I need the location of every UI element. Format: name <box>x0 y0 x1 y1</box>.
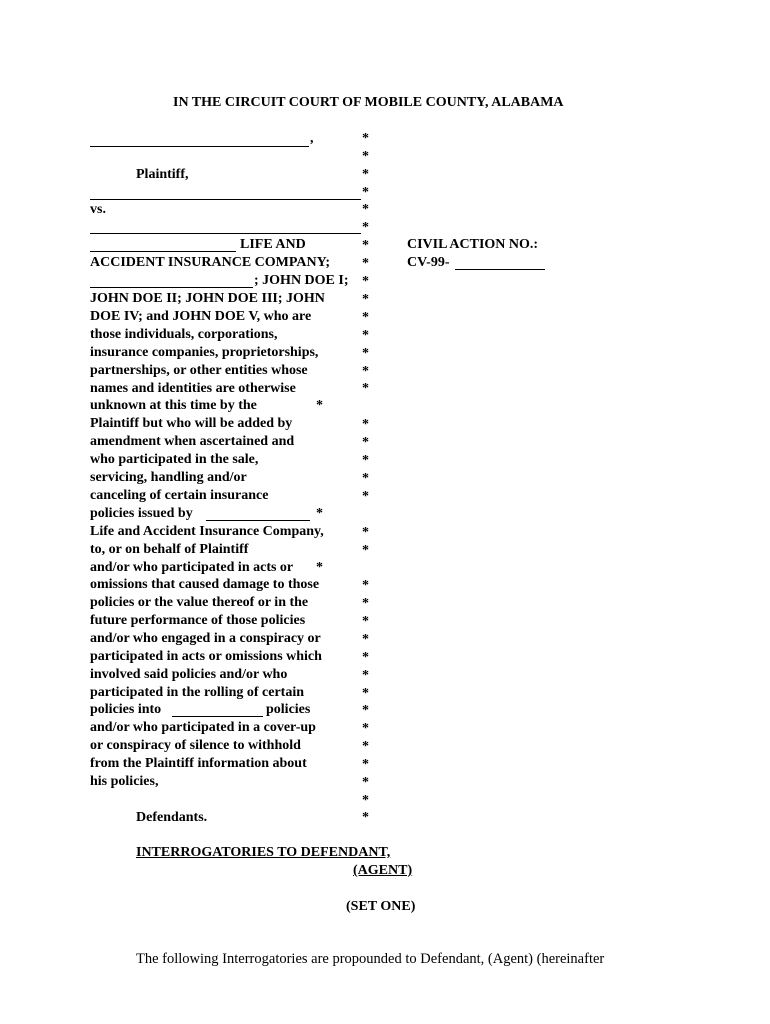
caption-line: amendment when ascertained and <box>90 434 295 449</box>
caption-star: * <box>362 632 369 647</box>
caption-line: partnerships, or other entities whose <box>90 363 308 378</box>
company-name-blank <box>90 251 236 252</box>
caption-star: * <box>362 185 369 200</box>
policy-type-blank <box>172 716 263 717</box>
caption-star: * <box>362 238 369 253</box>
caption-star: * <box>362 202 369 217</box>
caption-star: * <box>362 149 369 164</box>
caption-star: * <box>362 793 369 808</box>
caption-star: * <box>362 346 369 361</box>
caption-star: * <box>362 292 369 307</box>
caption-line: who participated in the sale, <box>90 452 259 467</box>
caption-star: * <box>362 471 369 486</box>
caption-line: policies into <box>90 702 162 717</box>
body-paragraph: The following Interrogatories are propounded to Defendant, (Agent) (hereinafter <box>136 951 605 967</box>
issuer-name-blank <box>206 520 310 521</box>
caption-star: * <box>362 810 369 825</box>
vs-label: vs. <box>90 202 106 217</box>
caption-line: canceling of certain insurance <box>90 488 269 503</box>
case-number-prefix: CV-99- <box>407 255 450 270</box>
caption-line: unknown at this time by the <box>90 398 257 413</box>
caption-star: * <box>362 614 369 629</box>
caption-star: * <box>362 274 369 289</box>
plaintiff-label: Plaintiff, <box>136 167 189 182</box>
caption-star: * <box>362 328 369 343</box>
civil-action-label: CIVIL ACTION NO.: <box>407 237 539 252</box>
caption-star: * <box>362 364 369 379</box>
caption-line: policies issued by <box>90 506 193 521</box>
caption-star: * <box>362 131 369 146</box>
caption-line: and/or who engaged in a conspiracy or <box>90 631 321 646</box>
caption-line: insurance companies, proprietorships, <box>90 345 319 360</box>
caption-line: and/or who participated in a cover-up <box>90 720 316 735</box>
caption-star: * <box>316 506 323 521</box>
caption-star: * <box>362 721 369 736</box>
caption-line: policies <box>266 702 311 717</box>
caption-star: * <box>362 686 369 701</box>
caption-line: DOE IV; and JOHN DOE V, who are <box>90 309 312 324</box>
plaintiff-comma: , <box>310 131 314 146</box>
caption-line: ACCIDENT INSURANCE COMPANY; <box>90 255 331 270</box>
caption-star: * <box>362 310 369 325</box>
caption-star: * <box>362 167 369 182</box>
caption-star: * <box>316 398 323 413</box>
caption-star: * <box>362 775 369 790</box>
caption-star: * <box>362 543 369 558</box>
document-title-agent: (AGENT) <box>353 863 413 878</box>
caption-line: or conspiracy of silence to withhold <box>90 738 301 753</box>
caption-line: omissions that caused damage to those <box>90 577 320 592</box>
court-heading: IN THE CIRCUIT COURT OF MOBILE COUNTY, ALABAMA <box>173 95 564 110</box>
caption-line: future performance of those policies <box>90 613 306 628</box>
caption-line: Plaintiff but who will be added by <box>90 416 293 431</box>
caption-rule-1 <box>90 199 361 200</box>
caption-line: Life and Accident Insurance Company, <box>90 524 324 539</box>
caption-star: * <box>362 650 369 665</box>
caption-star: * <box>362 381 369 396</box>
doe-name-blank <box>90 287 253 288</box>
caption-line: and/or who participated in acts or <box>90 560 294 575</box>
caption-star: * <box>362 220 369 235</box>
document-title: INTERROGATORIES TO DEFENDANT, <box>136 845 391 860</box>
caption-line: those individuals, corporations, <box>90 327 278 342</box>
caption-star: * <box>362 596 369 611</box>
caption-line: his policies, <box>90 774 159 789</box>
caption-line: servicing, handling and/or <box>90 470 247 485</box>
case-number-blank <box>455 269 545 270</box>
set-label: (SET ONE) <box>346 899 416 914</box>
caption-star: * <box>362 435 369 450</box>
caption-line: to, or on behalf of Plaintiff <box>90 542 249 557</box>
caption-line: JOHN DOE II; JOHN DOE III; JOHN <box>90 291 325 306</box>
caption-star: * <box>362 453 369 468</box>
caption-star: * <box>362 578 369 593</box>
caption-line: LIFE AND <box>240 237 306 252</box>
caption-line: involved said policies and/or who <box>90 667 288 682</box>
caption-star: * <box>362 703 369 718</box>
caption-star: * <box>362 525 369 540</box>
caption-line: participated in the rolling of certain <box>90 685 304 700</box>
caption-line: names and identities are otherwise <box>90 381 296 396</box>
caption-line: policies or the value thereof or in the <box>90 595 309 610</box>
caption-line: ; JOHN DOE I; <box>254 273 349 288</box>
caption-star: * <box>362 256 369 271</box>
defendants-label: Defendants. <box>136 810 208 825</box>
caption-line: participated in acts or omissions which <box>90 649 322 664</box>
caption-star: * <box>362 489 369 504</box>
caption-rule-2 <box>90 233 361 234</box>
caption-star: * <box>362 757 369 772</box>
caption-line: from the Plaintiff information about <box>90 756 307 771</box>
caption-star: * <box>362 417 369 432</box>
caption-star: * <box>316 560 323 575</box>
plaintiff-name-blank <box>90 146 309 147</box>
caption-star: * <box>362 739 369 754</box>
caption-star: * <box>362 668 369 683</box>
